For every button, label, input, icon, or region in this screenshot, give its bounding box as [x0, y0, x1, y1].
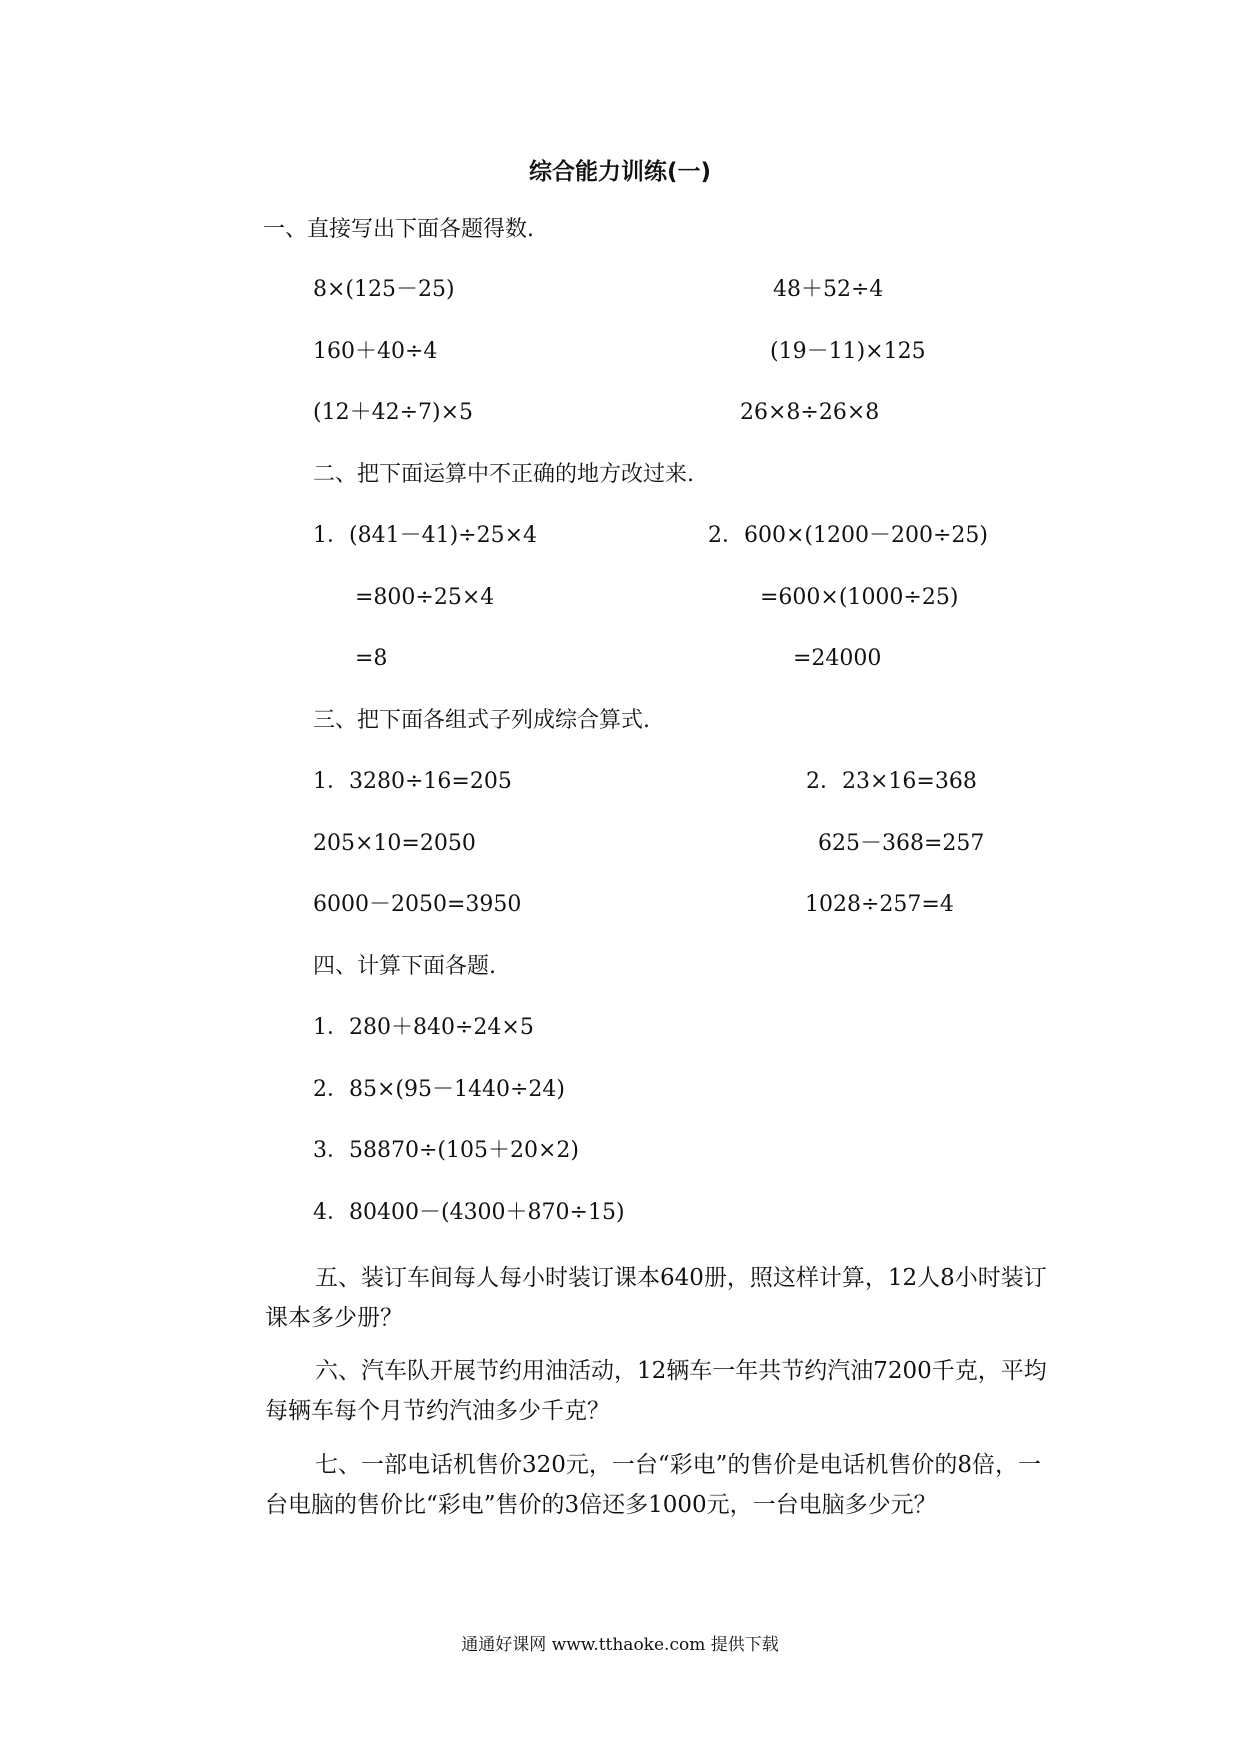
- section2-problem2-line: =600×(1000÷25): [760, 585, 959, 610]
- section2-problem2-line: =24000: [793, 646, 882, 671]
- section2-problem1-line: =8: [355, 646, 388, 671]
- section7-problem: 七、一部电话机售价320元，一台“彩电”的售价是电话机售价的8倍，一台电脑的售价比“彩电”售价的3倍还多1000元，一台电脑多少元？: [265, 1452, 1042, 1518]
- section3-group1-line: 205×10=2050: [313, 831, 476, 856]
- section1-item: 160＋40÷4: [313, 339, 438, 364]
- footer-source: 通通好课网 www.tthaoke.com 提供下载: [461, 1635, 779, 1655]
- section2-problem1-line: =800÷25×4: [355, 585, 495, 610]
- page-title: 综合能力训练(一): [528, 159, 712, 185]
- section1-item: 26×8÷26×8: [740, 400, 880, 425]
- section2-problem2-line: 2．600×(1200－200÷25): [708, 523, 988, 548]
- section4-item: 2．85×(95－1440÷24): [313, 1077, 566, 1102]
- section1-item: (12＋42÷7)×5: [313, 400, 474, 425]
- section5-problem: 五、装订车间每人每小时装订课本640册，照这样计算，12人8小时装订课本多少册？: [265, 1265, 1047, 1331]
- section3-group2-line: 625－368=257: [818, 831, 985, 856]
- section4-item: 3．58870÷(105＋20×2): [313, 1138, 579, 1163]
- section3-heading: 三、把下面各组式子列成综合算式.: [313, 708, 650, 733]
- section1-item: 8×(125－25): [313, 277, 455, 302]
- section6-problem: 六、汽车队开展节约用油活动，12辆车一年共节约汽油7200千克，平均每辆车每个月节约汽油多少千克？: [265, 1358, 1047, 1424]
- section4-item: 4．80400－(4300＋870÷15): [313, 1200, 625, 1225]
- section3-group1-line: 6000－2050=3950: [313, 892, 522, 917]
- section3-group1-line: 1．3280÷16=205: [313, 769, 512, 794]
- section4-heading: 四、计算下面各题.: [313, 954, 496, 979]
- section1-heading: 一、直接写出下面各题得数.: [263, 217, 534, 242]
- section2-heading: 二、把下面运算中不正确的地方改过来.: [313, 462, 694, 487]
- section4-item: 1．280＋840÷24×5: [313, 1015, 534, 1040]
- section3-group2-line: 2．23×16=368: [806, 769, 977, 794]
- section2-problem1-line: 1．(841－41)÷25×4: [313, 523, 538, 548]
- section1-item: (19－11)×125: [770, 339, 926, 364]
- section1-item: 48＋52÷4: [773, 277, 884, 302]
- section3-group2-line: 1028÷257=4: [805, 892, 954, 917]
